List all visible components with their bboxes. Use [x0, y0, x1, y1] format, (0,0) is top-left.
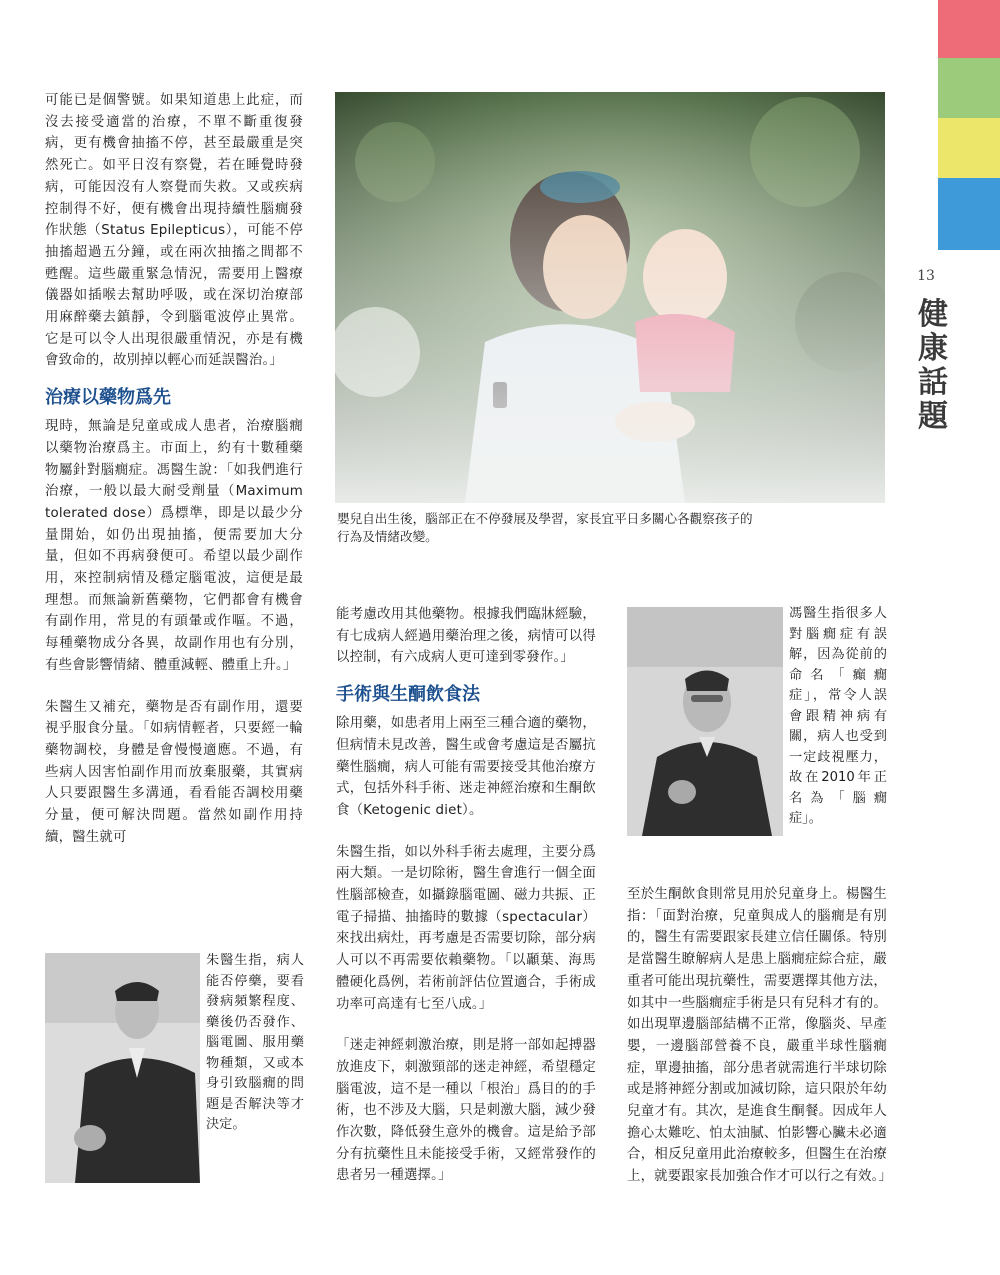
section-tab-red: [938, 0, 1000, 58]
section-heading-treatment: 治療以藥物爲先: [45, 387, 171, 409]
page-number: 13: [917, 268, 935, 284]
section-title-char: 健: [918, 297, 948, 332]
body-paragraph: 朱醫生指，如以外科手術去處理，主要分爲兩大類。一是切除術，醫生會進行一個全面性腦部檢查，如攝錄腦電圖、磁力共振、正電子掃描、抽搐時的數據（spectacular）來找出病灶，再考慮是否需要切除，部分病人可以不再需要依賴藥物。「以顳葉、海馬體硬化爲例，若術前評估位置適合，手術成功率可高達有七至八成。」: [336, 844, 596, 1012]
body-paragraph: 「迷走神經刺激治療，則是將一部如起搏器放進皮下，刺激頸部的迷走神經，希望穩定腦電波，這不是一種以「根治」爲目的的手術，也不涉及大腦，只是刺激大腦，減少發作次數，降低發生意外的機會。這是給予部分有抗藥性且未能接受手術，又經常發作的患者另一種選擇。」: [336, 1038, 596, 1184]
doctor-chu-caption: 朱醫生指，病人能否停藥，要看發病頻繁程度、藥後仍否發作、腦電圖、服用藥物種類，又或本身引致腦癇的問題是否解決等才決定。: [206, 953, 304, 1132]
section-title-char: 題: [918, 399, 948, 434]
column-1: [45, 90, 303, 849]
section-title: [908, 298, 958, 434]
doctor-chu-photo: [45, 953, 200, 1183]
body-paragraph: 現時，無論是兒童或成人患者，治療腦癇以藥物治療爲主。市面上，約有十數種藥物屬針對腦癇症。馮醫生說：「如我們進行治療，一般以最大耐受劑量（Maximum tolerated dose）爲標準，即是以最少分量開始，如仍出現抽搐，便需要加大分量，但如不再病發便可。希望以最少副作用，來控制病情及穩定腦電波，這便是最理想。而無論新舊藥物，它們都會有機會有副作用，常見的有頭暈或作嘔。不過，每種藥物成分各異，故副作用也有分別，有些會影響情緒、體重減輕、體重上升。」: [45, 419, 303, 673]
column-2: [336, 604, 596, 1187]
section-heading-surgery: 手術與生酮飲食法: [336, 684, 480, 706]
doctor-fung-caption: 馮醫生指很多人對腦癇症有誤解，因為從前的命名「癲癇症」，常令人誤會跟精神病有關，病人也受到一定歧視壓力，故在2010年正名為「腦癇症」。: [789, 606, 887, 826]
body-paragraph: 至於生酮飲食則常見用於兒童身上。楊醫生指：「面對治療，兒童與成人的腦癇是有別的，醫生有需要跟家長建立信任關係。特別是當醫生瞭解病人是患上腦癇症綜合症，嚴重者可能出現抗藥性，需要選擇其他方法，如其中一些腦癇症手術是只有兒科才有的。如出現單邊腦部結構不正常，像腦炎、早產嬰，一邊腦部營養不良，嚴重半球性腦癇症，單邊抽搐，部分患者就需進行半球切除或是將神經分割或加減切除，這只限於年幼兒童才有。其次，是進食生酮餐。因成年人擔心太難吃、怕太油膩、怕影響心臟未必適合，相反兒童用此治療較多，但醫生在治療上，就要跟家長加強合作才可以行之有效。」: [627, 887, 893, 1185]
mother-baby-photo: [335, 92, 885, 503]
body-paragraph: 可能已是個警號。如果知道患上此症，而沒去接受適當的治療，不單不斷重復發病，更有機會抽搐不停，甚至最嚴重是突然死亡。如平日沒有察覺，若在睡覺時發病，可能因沒有人察覺而失救。又或疾病控制得不好，便有機會出現持續性腦癇發作狀態（Status Epilepticus），可能不停抽搐超過五分鐘，或在兩次抽搐之間都不甦醒。這些嚴重緊急情況，需要用上醫療儀器如插喉去幫助呼吸，或在深切治療部用麻醉藥去鎮靜，令到腦電波停止異常。它是可以令人出現很嚴重情況，亦是有機會致命的，故別掉以輕心而延誤醫治。」: [45, 93, 303, 369]
section-tab-yellow: [938, 118, 1000, 178]
section-title-char: 康: [918, 331, 948, 366]
body-paragraph: 除用藥，如患者用上兩至三種合適的藥物，但病情未見改善，醫生或會考慮這是否屬抗藥性腦癇，病人可能有需要接受其他治療方式，包括外科手術、迷走神經治療和生酮飲食（Ketogenic diet）。: [336, 716, 596, 818]
main-photo-caption: 嬰兒自出生後，腦部正在不停發展及學習，家長宜平日多關心各觀察孩子的行為及情緒改變。: [337, 511, 753, 544]
body-paragraph: 能考慮改用其他藥物。根據我們臨牀經驗，有七成病人經過用藥治理之後，病情可以得以控制，有六成病人更可達到零發作。」: [336, 607, 596, 666]
column-3: [627, 884, 893, 1188]
body-paragraph: 朱醫生又補充，藥物是否有副作用，還要視乎服食分量。「如病情輕者，只要經一輪藥物調校，身體是會慢慢適應。不過，有些病人因害怕副作用而放棄服藥，其實病人只要跟醫生多溝通，看看能否調校用藥分量，便可解決問題。當然如副作用持續，醫生就可: [45, 699, 303, 845]
section-tab-green: [938, 58, 1000, 118]
doctor-fung-photo: [627, 607, 783, 836]
section-tab-blue: [938, 178, 1000, 250]
section-title-char: 話: [918, 365, 948, 400]
